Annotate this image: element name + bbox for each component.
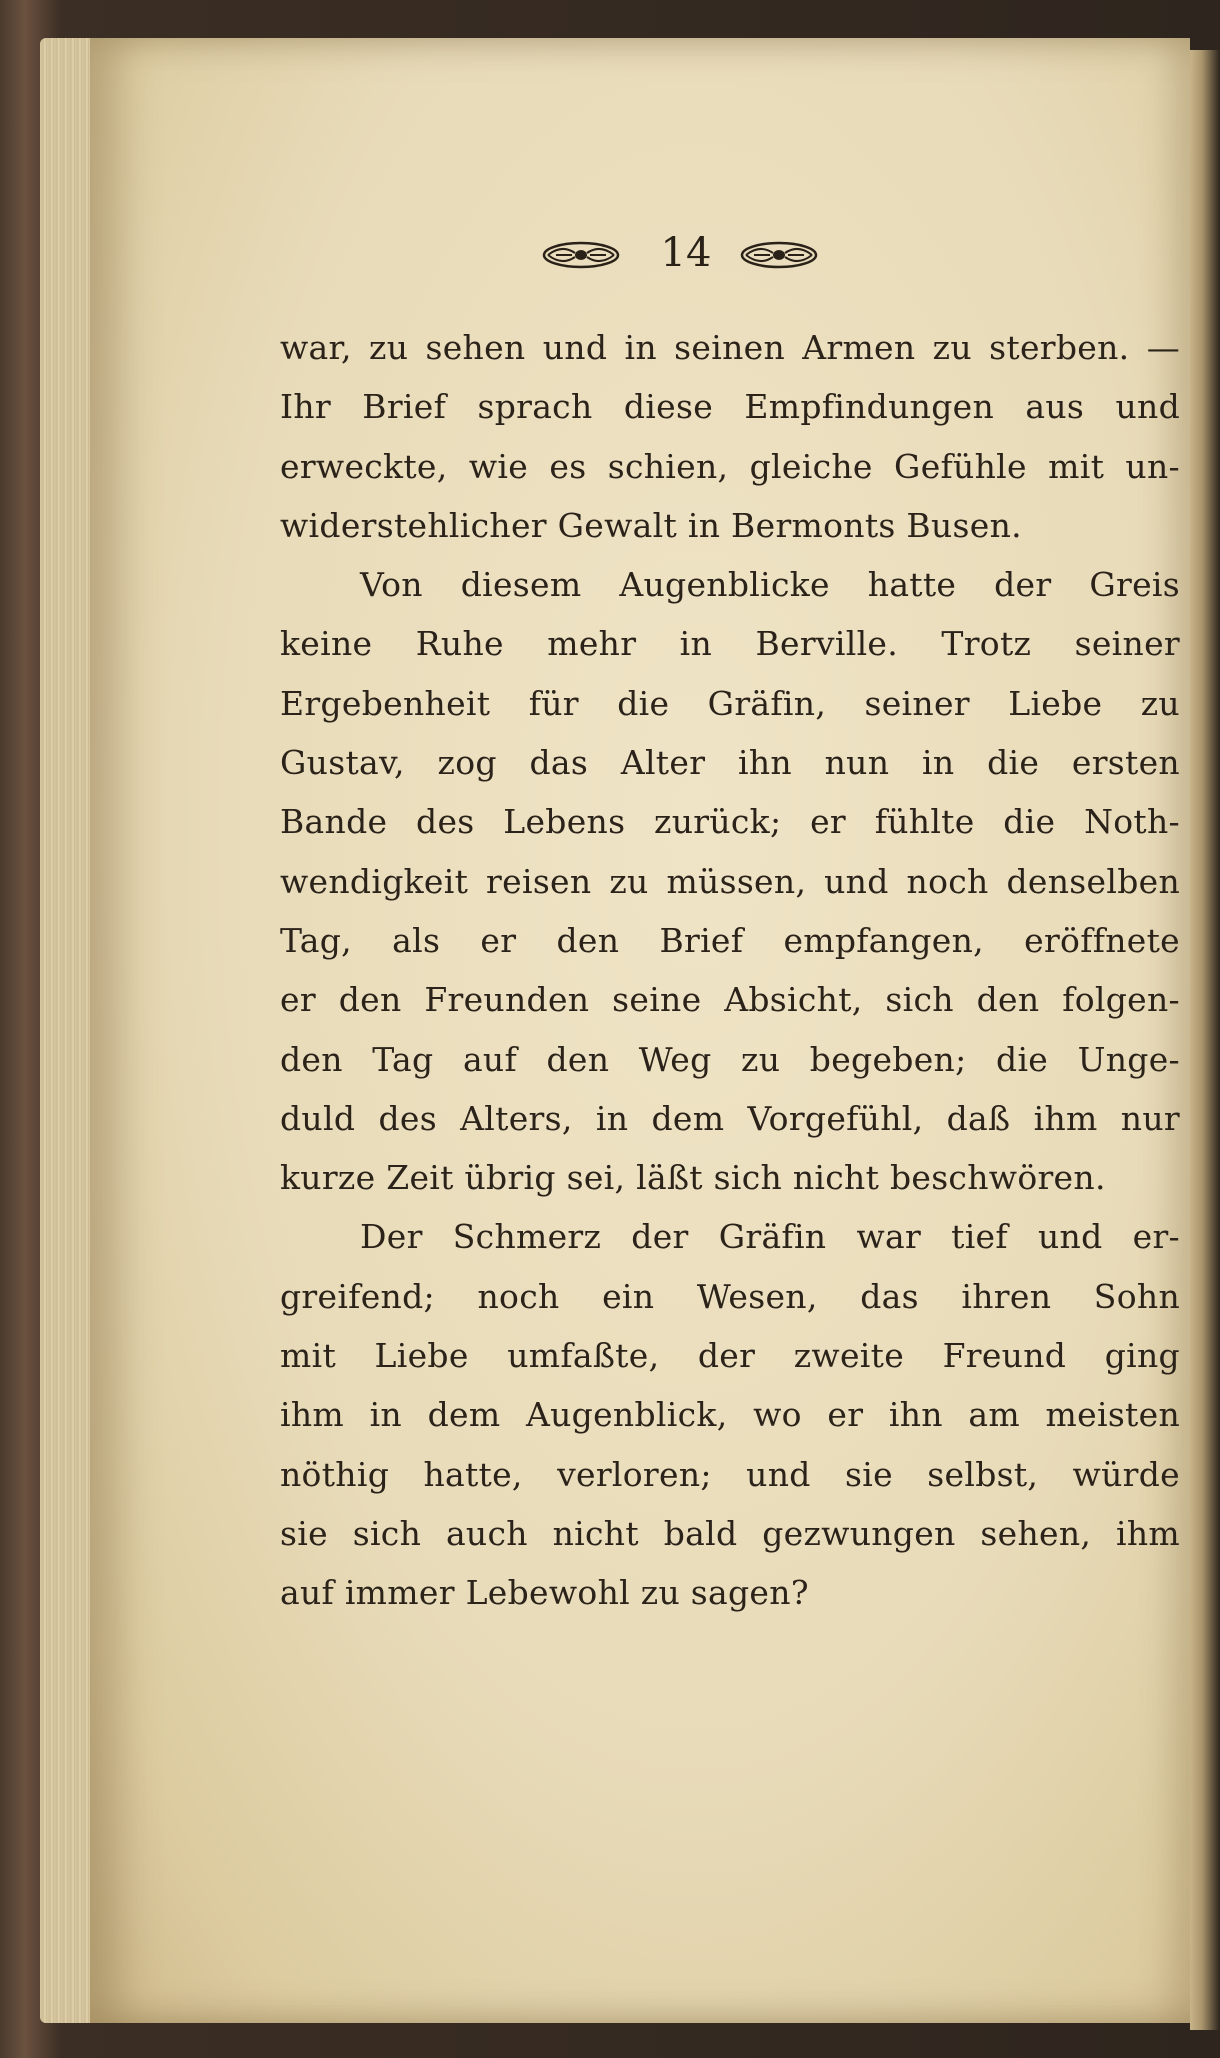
floral-ornament-icon [740, 240, 818, 270]
text-line: wendigkeit reisen zu müssen, und noch denselben [280, 861, 1180, 901]
text-line: keine Ruhe mehr in Berville. Trotz seiner [280, 624, 1180, 664]
text-line: erweckte, wie es schien, gleiche Gefühle mit un- [280, 446, 1180, 486]
text-line: nöthig hatte, verloren; und sie selbst, würde [280, 1454, 1180, 1494]
page-header [90, 228, 1190, 288]
text-line: sie sich auch nicht bald gezwungen sehen, ihm [280, 1513, 1180, 1553]
text-line: Von diesem Augenblicke hatte der Greis [360, 565, 1180, 605]
text-line: war, zu sehen und in seinen Armen zu sterben. — [280, 328, 1180, 367]
book-page [90, 38, 1190, 2023]
text-line: mit Liebe umfaßte, der zweite Freund ging [280, 1336, 1180, 1376]
text-line: greifend; noch ein Wesen, das ihren Sohn [280, 1276, 1180, 1316]
text-line: widerstehlicher Gewalt in Bermonts Busen. [280, 505, 1022, 545]
book-right-edge [1190, 50, 1220, 2030]
text-line: Gustav, zog das Alter ihn nun in die ersten [280, 743, 1180, 783]
text-line: ihm in dem Augenblick, wo er ihn am meisten [280, 1395, 1180, 1435]
text-line: Tag, als er den Brief empfangen, eröffnete [280, 920, 1180, 960]
text-line: kurze Zeit übrig sei, läßt sich nicht beschwören. [280, 1158, 1106, 1198]
text-line: er den Freunden seine Absicht, sich den folgen- [280, 980, 1180, 1020]
text-line: Der Schmerz der Gräfin war tief und er- [360, 1217, 1180, 1257]
text-line: auf immer Lebewohl zu sagen? [280, 1573, 809, 1613]
text-line: Ergebenheit für die Gräfin, seiner Liebe zu [280, 683, 1180, 723]
page-number: 14 [660, 230, 712, 276]
body-text [280, 318, 1180, 1623]
text-line: Ihr Brief sprach diese Empfindungen aus und [280, 387, 1180, 427]
floral-ornament-icon [542, 240, 620, 270]
text-line: Bande des Lebens zurück; er fühlte die Noth- [280, 802, 1180, 842]
text-line: den Tag auf den Weg zu begeben; die Unge- [280, 1039, 1180, 1079]
text-line: duld des Alters, in dem Vorgefühl, daß ihm nur [280, 1098, 1180, 1138]
